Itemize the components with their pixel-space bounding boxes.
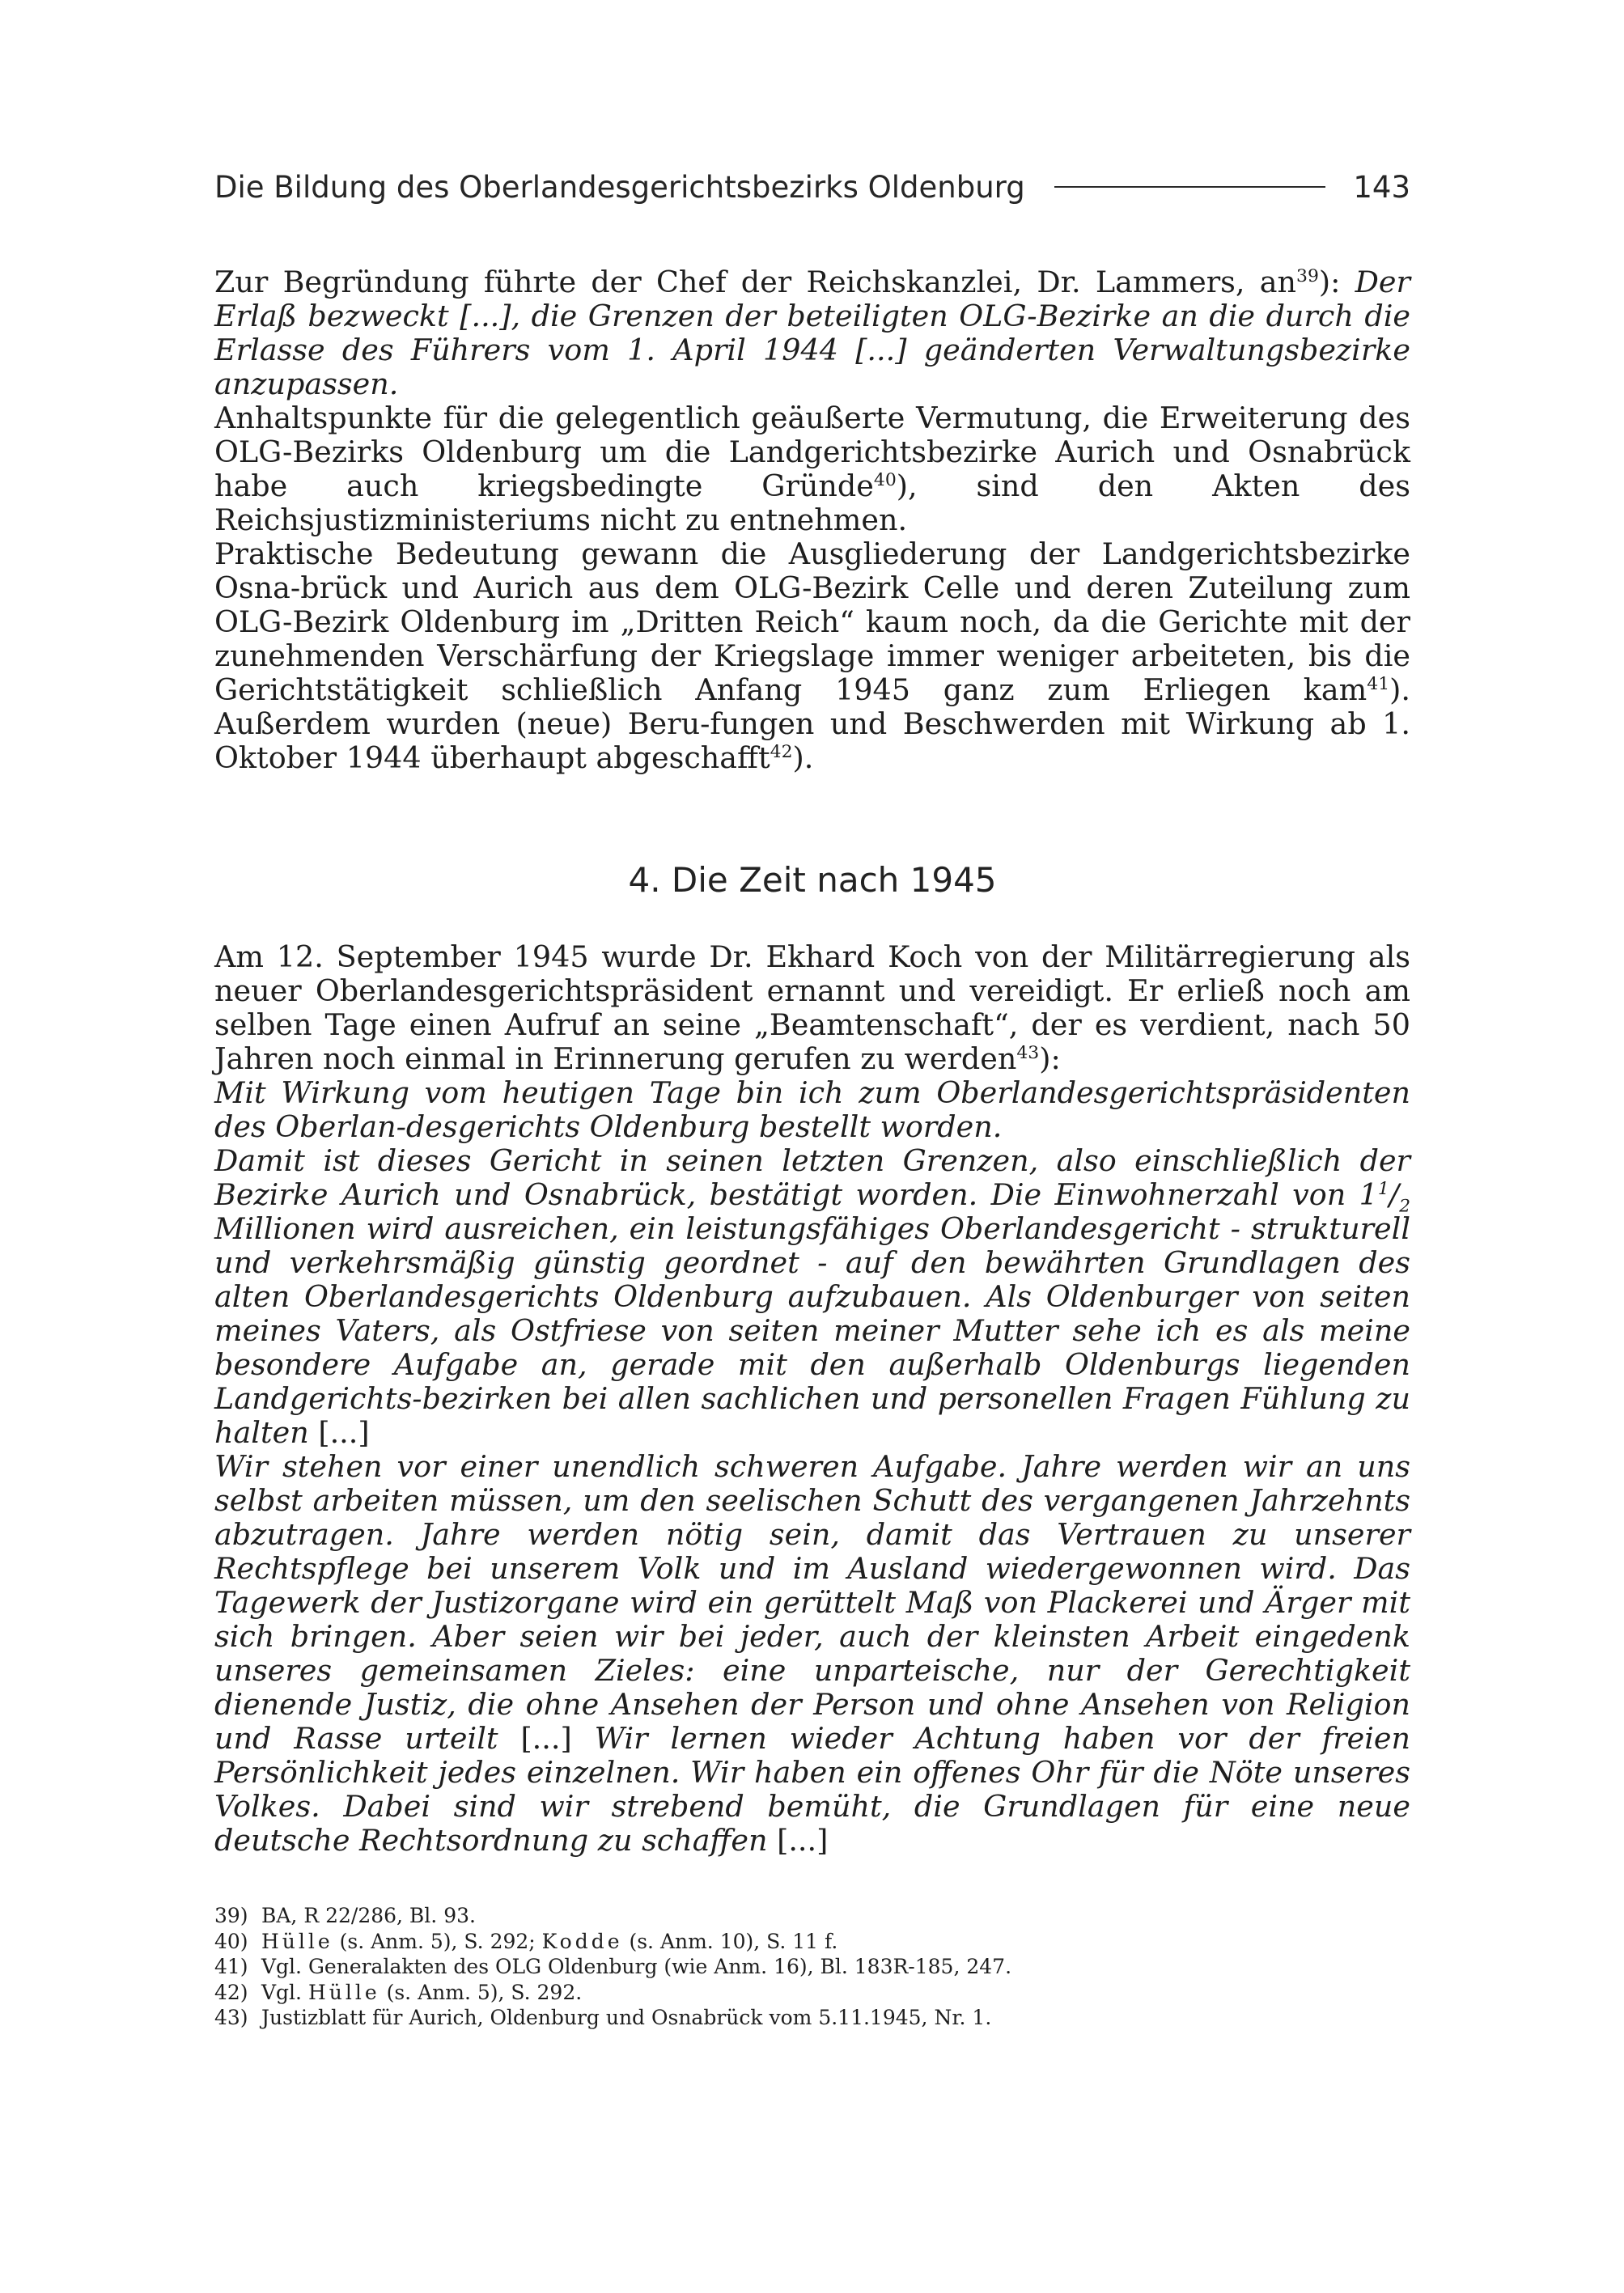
footnote-ref-40: 40 bbox=[873, 469, 897, 490]
text-run: Am 12. September 1945 wurde Dr. Ekhard Koch von der Militärregierung als neuer Oberlandesgerichtspräsident ernannt und vereidigt. Er erließ noch am selben Tage einen Aufruf an seine „Beamtenschaft“, der es verdient, nach 50 Jahren noch einmal in Erinnerung gerufen zu werden bbox=[214, 939, 1410, 1076]
running-title: Die Bildung des Oberlandesgerichtsbezirks Oldenburg bbox=[214, 169, 1025, 205]
text-run: ). Außerdem wurden (neue) Beru-fungen und Beschwerden mit Wirkung ab 1. Oktober 1944 überhaupt abgeschafft bbox=[214, 672, 1410, 775]
footnote-text bbox=[261, 2005, 991, 2031]
intro-text bbox=[214, 265, 1410, 775]
text-run: Vgl. bbox=[261, 1980, 308, 2004]
text-run: (s. Anm. 10), S. 11 f. bbox=[622, 1929, 838, 1953]
text-run: BA, R 22/286, Bl. 93. bbox=[261, 1904, 476, 1927]
text-run: Anhaltspunkte für die gelegentlich geäußerte Vermutung, die Erweiterung des OLG-Bezirks Oldenburg um die Landgerichtsbezirke Aurich und Osnabrück habe auch kriegsbedingte Gründe bbox=[214, 401, 1410, 503]
section-heading: 4. Die Zeit nach 1945 bbox=[628, 860, 997, 900]
text-run: (s. Anm. 5), S. 292. bbox=[379, 1980, 583, 2004]
footnote bbox=[214, 1980, 1410, 2006]
footnote-ref-43: 43 bbox=[1016, 1042, 1040, 1063]
footnote-number: 39) bbox=[214, 1904, 248, 1927]
footnotes bbox=[214, 1903, 1410, 2031]
text-run: Zur Begründung führte der Chef der Reichskanzlei, Dr. Lammers, an bbox=[214, 265, 1297, 299]
author-name: Kodde bbox=[541, 1929, 623, 1953]
quote-erlass: Der Erlaß bezweckt [...], die Grenzen der beteiligten OLG-Bezirke an die durch die Erlasse des Führers vom 1. April 1944 [...] geänderten Verwaltungsbezirke anzupassen. bbox=[214, 265, 1410, 401]
footnote-number: 43) bbox=[214, 2006, 248, 2029]
quote-paragraph-1: Mit Wirkung vom heutigen Tage bin ich zum Oberlandesgerichtspräsidenten des Oberlan-desgerichts Oldenburg bestellt worden. bbox=[214, 1075, 1410, 1144]
text-run: Justizblatt für Aurich, Oldenburg und Osnabrück vom 5.11.1945, Nr. 1. bbox=[261, 2006, 992, 2029]
page-number: 143 bbox=[1353, 169, 1410, 205]
footnote bbox=[214, 1954, 1410, 1980]
footnote-text bbox=[261, 1929, 837, 1955]
header-rule bbox=[1054, 186, 1326, 188]
text-run: Damit ist dieses Gericht in seinen letzten Grenzen, also einschließlich der Bezirke Aurich und Osnabrück, bestätigt worden. Die Einwohnerzahl von 1 bbox=[214, 1143, 1410, 1212]
ellipsis: [...] bbox=[777, 1823, 829, 1858]
footnote-text bbox=[261, 1903, 476, 1929]
fraction-numerator: 1 bbox=[1377, 1178, 1389, 1199]
ellipsis: [...] bbox=[318, 1415, 370, 1450]
paragraph-praktische-bedeutung bbox=[214, 537, 1410, 775]
text-run: Wir lernen wieder Achtung haben vor der freien Persönlichkeit jedes einzelnen. Wir haben ein offenes Ohr für die Nöte unseres Volkes. Dabei sind wir strebend bemüht, die Grundlagen für eine neue deutsche Rechtsordnung zu schaffen bbox=[214, 1721, 1410, 1858]
text-run: ). bbox=[792, 740, 814, 775]
fraction-denominator: 2 bbox=[1399, 1196, 1410, 1217]
footnote bbox=[214, 1903, 1410, 1929]
ellipsis: [...] bbox=[520, 1721, 572, 1756]
footnote-text bbox=[261, 1954, 1011, 1980]
quote-paragraph-2: Damit ist dieses Gericht in seinen letzten Grenzen, also einschließlich der Bezirke Aurich und Osnabrück, bestätigt worden. Die Einwohnerzahl von $1^1/_2$ Millionen wird ausreichen, ein leistungsfähiges Oberlandesgericht - strukturell und verkehrsmäßig günstig geordnet - auf den bewährten Grundlagen des alten Oberlandesgerichts Oldenburg aufzubauen. Als Oldenburger von seiten meines Vaters, als Ostfriese von seiten meiner Mutter sehe ich es als meine besondere Aufgabe an, gerade mit den außerhalb Oldenburgs liegenden Landgerichts-bezirken bei allen sachlichen und personellen Fragen Fühlung zu halten [...] bbox=[214, 1143, 1410, 1450]
text-run: Millionen wird ausreichen, ein leistungsfähiges Oberlandesgericht - strukturell und verkehrsmäßig günstig geordnet - auf den bewährten Grundlagen des alten Oberlandesgerichts Oldenburg aufzubauen. Als Oldenburger von seiten meines Vaters, als Ostfriese von seiten meiner Mutter sehe ich es als meine besondere Aufgabe an, gerade mit den außerhalb Oldenburgs liegenden Landgerichts-bezirken bei allen sachlichen und personellen Fragen Fühlung zu halten bbox=[214, 1211, 1410, 1450]
paragraph-lammers bbox=[214, 265, 1410, 401]
footnote-number: 41) bbox=[214, 1955, 248, 1978]
quote-paragraph-3 bbox=[214, 1450, 1410, 1858]
text-run: ), sind den Akten des Reichsjustizministeriums nicht zu entnehmen. bbox=[214, 468, 1410, 537]
text-run: (s. Anm. 5), S. 292; bbox=[333, 1929, 542, 1953]
footnote-ref-41: 41 bbox=[1367, 673, 1390, 694]
author-name: Hülle bbox=[261, 1929, 333, 1953]
text-run: Wir stehen vor einer unendlich schweren Aufgabe. Jahre werden wir an uns selbst arbeiten müssen, um den seelischen Schutt des vergangenen Jahrzehnts abzutragen. Jahre werden nötig sein, damit das Vertrauen zu unserer Rechtspflege bei unserem Volk und im Ausland wiedergewonnen wird. Das Tagewerk der Justizorgane wird ein gerüttelt Maß von Plackerei und Ärger mit sich bringen. Aber seien wir bei jeder, auch der kleinsten Arbeit eingedenk unseres gemeinsamen Zieles: eine unparteische, nur der Gerechtigkeit dienende Justiz, die ohne Ansehen der Person und ohne Ansehen von Religion und Rasse urteilt bbox=[214, 1449, 1410, 1756]
footnote bbox=[214, 1929, 1410, 1955]
paragraph-koch bbox=[214, 940, 1410, 1076]
text-run: ): bbox=[1318, 265, 1355, 299]
text-run: Vgl. Generalakten des OLG Oldenburg (wie Anm. 16), Bl. 183R-185, 247. bbox=[261, 1955, 1012, 1978]
author-name: Hülle bbox=[307, 1980, 380, 2004]
footnote-ref-39: 39 bbox=[1296, 265, 1319, 286]
paragraph-anhaltspunkte bbox=[214, 401, 1410, 537]
text-run: ): bbox=[1039, 1041, 1061, 1076]
text-run: Praktische Bedeutung gewann die Ausgliederung der Landgerichtsbezirke Osna-brück und Aurich aus dem OLG-Bezirk Celle und deren Zuteilung zum OLG-Bezirk Oldenburg im „Dritten Reich“ kaum noch, da die Gerichte mit der zunehmenden Verschärfung der Kriegslage immer weniger arbeiteten, bis die Gerichtstätigkeit schließlich Anfang 1945 ganz zum Erliegen kam bbox=[214, 536, 1410, 707]
footnote-ref-42: 42 bbox=[770, 741, 793, 762]
section-text bbox=[214, 940, 1410, 1858]
footnote-number: 40) bbox=[214, 1929, 248, 1953]
footnote-number: 42) bbox=[214, 1980, 248, 2004]
running-header bbox=[214, 159, 1410, 215]
footnote bbox=[214, 2005, 1410, 2031]
footnote-text bbox=[261, 1980, 582, 2006]
document-page bbox=[214, 0, 1410, 2293]
